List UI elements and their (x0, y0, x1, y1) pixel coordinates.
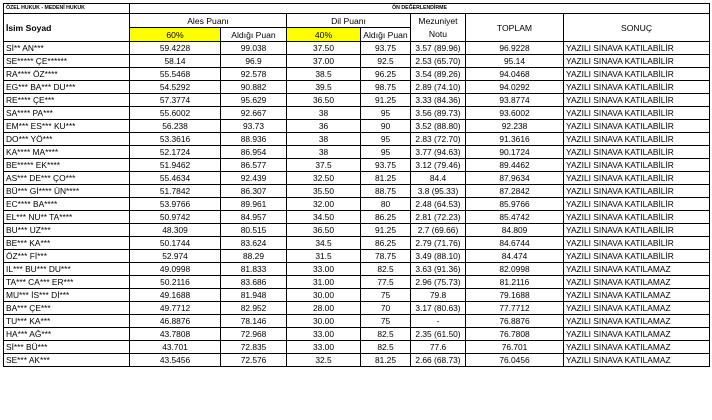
name-cell: RE**** ÇE*** (4, 94, 130, 107)
ales-cell: 43.5456 (130, 354, 221, 367)
table-row (4, 146, 710, 159)
ales-score-cell: 72.835 (221, 341, 287, 354)
toplam-cell: 89.4462 (466, 159, 564, 172)
sonuc-cell: YAZILI SINAVA KATILABİLİR (564, 146, 710, 159)
name-cell: KA**** MA**** (4, 146, 130, 159)
ales-score-cell: 88.29 (221, 250, 287, 263)
ales-score-cell: 72.576 (221, 354, 287, 367)
results-table (3, 3, 710, 367)
name-cell: IL*** BU*** DU*** (4, 263, 130, 276)
dil-score-cell: 92.5 (361, 55, 411, 68)
ales-score-cell: 92.578 (221, 68, 287, 81)
table-row (4, 211, 710, 224)
toplam-cell: 81.2116 (466, 276, 564, 289)
ales-cell: 53.9766 (130, 198, 221, 211)
dil-score-cell: 90 (361, 120, 411, 133)
sonuc-cell: YAZILI SINAVA KATILAMAZ (564, 328, 710, 341)
ales-score-cell: 72.968 (221, 328, 287, 341)
name-cell: BÜ*** Gİ**** ÜN**** (4, 185, 130, 198)
sonuc-cell: YAZILI SINAVA KATILABİLİR (564, 133, 710, 146)
ales-cell: 57.3774 (130, 94, 221, 107)
name-column-header: İsim Soyad (4, 14, 130, 42)
dil-score-cell: 91.25 (361, 94, 411, 107)
dil-cell: 33.00 (287, 328, 361, 341)
table-row (4, 159, 710, 172)
mezuniyet-cell: 2.35 (61.50) (411, 328, 466, 341)
dil-cell: 32.5 (287, 354, 361, 367)
name-cell: Sİ** AN*** (4, 42, 130, 55)
ales-cell: 51.9462 (130, 159, 221, 172)
sonuc-cell: YAZILI SINAVA KATILABİLİR (564, 120, 710, 133)
dil-score-cell: 93.75 (361, 42, 411, 55)
table-row (4, 107, 710, 120)
name-cell: EL*** NU** TA**** (4, 211, 130, 224)
dil-cell: 36.50 (287, 224, 361, 237)
toplam-cell: 79.1688 (466, 289, 564, 302)
dil-score-cell: 77.5 (361, 276, 411, 289)
dil-score-cell: 91.25 (361, 224, 411, 237)
dil-cell: 31.00 (287, 276, 361, 289)
mezuniyet-cell: 3.56 (89.73) (411, 107, 466, 120)
table-row (4, 263, 710, 276)
dil-cell: 38.5 (287, 68, 361, 81)
ales-cell: 53.3616 (130, 133, 221, 146)
sonuc-cell: YAZILI SINAVA KATILABİLİR (564, 185, 710, 198)
name-cell: SA**** PA*** (4, 107, 130, 120)
ales-cell: 48.309 (130, 224, 221, 237)
table-row (4, 302, 710, 315)
dil-cell: 34.5 (287, 237, 361, 250)
ales-cell: 52.974 (130, 250, 221, 263)
ales-cell: 59.4228 (130, 42, 221, 55)
table-row (4, 185, 710, 198)
ales-cell: 56.238 (130, 120, 221, 133)
dil-cell: 37.50 (287, 42, 361, 55)
dil-cell: 36 (287, 120, 361, 133)
dil-score-cell: 78.75 (361, 250, 411, 263)
dil-cell: 32.50 (287, 172, 361, 185)
dil-column-header: Dil Puanı (287, 14, 411, 28)
dil-cell: 38 (287, 133, 361, 146)
name-cell: HA*** AĞ*** (4, 328, 130, 341)
dil-score-cell: 95 (361, 146, 411, 159)
ales-cell: 49.7712 (130, 302, 221, 315)
ales-cell: 58.14 (130, 55, 221, 68)
ales-cell: 43.7808 (130, 328, 221, 341)
mezuniyet-cell: 2.79 (71.76) (411, 237, 466, 250)
unit-label: ÖZEL HUKUK - MEDENİ HUKUK (4, 4, 130, 14)
dil-cell: 30.00 (287, 315, 361, 328)
ales-score-cell: 88.936 (221, 133, 287, 146)
results-sheet (3, 3, 709, 367)
dil-cell: 36.50 (287, 94, 361, 107)
ales-score-cell: 89.961 (221, 198, 287, 211)
table-row (4, 289, 710, 302)
mezuniyet-cell: 2.66 (68.73) (411, 354, 466, 367)
mezuniyet-cell: 3.12 (79.46) (411, 159, 466, 172)
name-cell: AS*** DE*** ÇO*** (4, 172, 130, 185)
dil-score-cell: 75 (361, 315, 411, 328)
name-cell: EG*** BA*** DU*** (4, 81, 130, 94)
dil-weight: 40% (287, 28, 361, 42)
ales-cell: 55.6002 (130, 107, 221, 120)
mezuniyet-cell: 84.4 (411, 172, 466, 185)
table-row (4, 341, 710, 354)
ales-score-cell: 95.629 (221, 94, 287, 107)
toplam-cell: 87.9634 (466, 172, 564, 185)
ales-cell: 49.0998 (130, 263, 221, 276)
ales-score-cell: 81.833 (221, 263, 287, 276)
sonuc-cell: YAZILI SINAVA KATILABİLİR (564, 94, 710, 107)
ales-score-cell: 92.667 (221, 107, 287, 120)
ales-score-cell: 86.307 (221, 185, 287, 198)
ales-score-cell: 92.439 (221, 172, 287, 185)
toplam-cell: 95.14 (466, 55, 564, 68)
dil-score-cell: 75 (361, 289, 411, 302)
sonuc-cell: YAZILI SINAVA KATILAMAZ (564, 302, 710, 315)
table-row (4, 81, 710, 94)
toplam-cell: 82.0998 (466, 263, 564, 276)
table-body (4, 42, 710, 367)
table-row (4, 120, 710, 133)
dil-score-cell: 86.25 (361, 211, 411, 224)
mezuniyet-cell: 3.52 (88.80) (411, 120, 466, 133)
ales-score-cell: 83.624 (221, 237, 287, 250)
name-cell: TA*** CA*** ER*** (4, 276, 130, 289)
ales-score-subheader: Aldığı Puan (221, 28, 287, 42)
ales-score-cell: 86.954 (221, 146, 287, 159)
ales-score-cell: 90.882 (221, 81, 287, 94)
mezuniyet-cell: 3.54 (89.26) (411, 68, 466, 81)
table-row (4, 198, 710, 211)
mezuniyet-cell: 2.89 (74.10) (411, 81, 466, 94)
dil-score-cell: 82.5 (361, 263, 411, 276)
top-header-row (4, 4, 710, 14)
ales-score-cell: 93.73 (221, 120, 287, 133)
name-cell: SE*** AK*** (4, 354, 130, 367)
name-cell: BE***** EK**** (4, 159, 130, 172)
name-cell: BA*** ÇE*** (4, 302, 130, 315)
sonuc-cell: YAZILI SINAVA KATILAMAZ (564, 276, 710, 289)
sonuc-cell: YAZILI SINAVA KATILABİLİR (564, 198, 710, 211)
mezuniyet-cell: 2.83 (72.70) (411, 133, 466, 146)
sonuc-cell: YAZILI SINAVA KATILABİLİR (564, 107, 710, 120)
ales-cell: 50.2116 (130, 276, 221, 289)
dil-cell: 33.00 (287, 341, 361, 354)
dil-score-cell: 86.25 (361, 237, 411, 250)
ales-score-cell: 80.515 (221, 224, 287, 237)
mezuniyet-cell: 3.17 (80.63) (411, 302, 466, 315)
mezuniyet-cell: 2.48 (64.53) (411, 198, 466, 211)
toplam-cell: 96.9228 (466, 42, 564, 55)
toplam-cell: 92.238 (466, 120, 564, 133)
dil-score-cell: 82.5 (361, 341, 411, 354)
dil-cell: 37.00 (287, 55, 361, 68)
sonuc-cell: YAZILI SINAVA KATILAMAZ (564, 289, 710, 302)
ales-score-cell: 99.038 (221, 42, 287, 55)
table-row (4, 276, 710, 289)
dil-score-cell: 80 (361, 198, 411, 211)
table-row (4, 55, 710, 68)
ales-score-cell: 86.577 (221, 159, 287, 172)
toplam-cell: 85.9766 (466, 198, 564, 211)
sonuc-cell: YAZILI SINAVA KATILABİLİR (564, 211, 710, 224)
toplam-cell: 76.0456 (466, 354, 564, 367)
dil-cell: 38 (287, 146, 361, 159)
mezuniyet-cell: 2.7 (69.66) (411, 224, 466, 237)
sonuc-cell: YAZILI SINAVA KATILABİLİR (564, 250, 710, 263)
ales-column-header: Ales Puanı (130, 14, 287, 28)
mezuniyet-cell: 79.8 (411, 289, 466, 302)
mezuniyet-cell: - (411, 315, 466, 328)
toplam-cell: 77.7712 (466, 302, 564, 315)
dil-score-cell: 95 (361, 133, 411, 146)
ales-cell: 55.4634 (130, 172, 221, 185)
ales-cell: 50.1744 (130, 237, 221, 250)
name-cell: RA**** ÖZ**** (4, 68, 130, 81)
ales-cell: 43.701 (130, 341, 221, 354)
dil-score-cell: 88.75 (361, 185, 411, 198)
mezuniyet-cell: 77.6 (411, 341, 466, 354)
name-cell: EM*** ES*** KU*** (4, 120, 130, 133)
toplam-cell: 94.0468 (466, 68, 564, 81)
dil-cell: 30.00 (287, 289, 361, 302)
mezuniyet-cell: 2.53 (65.70) (411, 55, 466, 68)
sonuc-cell: YAZILI SINAVA KATILABİLİR (564, 55, 710, 68)
ales-cell: 55.5468 (130, 68, 221, 81)
sonuc-cell: YAZILI SINAVA KATILABİLİR (564, 224, 710, 237)
toplam-cell: 76.8876 (466, 315, 564, 328)
table-row (4, 172, 710, 185)
dil-score-cell: 82.5 (361, 328, 411, 341)
mezuniyet-cell: 3.63 (91.36) (411, 263, 466, 276)
name-cell: SE***** ÇE****** (4, 55, 130, 68)
sonuc-cell: YAZILI SINAVA KATILABİLİR (564, 237, 710, 250)
name-cell: BE*** KA*** (4, 237, 130, 250)
mezuniyet-column-header-2: Notu (411, 28, 466, 42)
dil-cell: 31.5 (287, 250, 361, 263)
name-cell: ÖZ*** Fİ*** (4, 250, 130, 263)
dil-score-cell: 98.75 (361, 81, 411, 94)
ales-score-cell: 82.952 (221, 302, 287, 315)
mezuniyet-cell: 3.8 (95.33) (411, 185, 466, 198)
dil-cell: 37.5 (287, 159, 361, 172)
dil-cell: 38 (287, 107, 361, 120)
mezuniyet-cell: 2.81 (72.23) (411, 211, 466, 224)
ales-cell: 49.1688 (130, 289, 221, 302)
mezuniyet-cell: 3.57 (89.96) (411, 42, 466, 55)
sonuc-cell: YAZILI SINAVA KATILAMAZ (564, 354, 710, 367)
table-row (4, 328, 710, 341)
ales-cell: 52.1724 (130, 146, 221, 159)
toplam-cell: 84.6744 (466, 237, 564, 250)
toplam-cell: 91.3616 (466, 133, 564, 146)
dil-score-cell: 81.25 (361, 172, 411, 185)
toplam-cell: 87.2842 (466, 185, 564, 198)
toplam-cell: 76.701 (466, 341, 564, 354)
mezuniyet-cell: 3.49 (88.10) (411, 250, 466, 263)
name-cell: Sİ*** BÜ*** (4, 341, 130, 354)
sonuc-cell: YAZILI SINAVA KATILABİLİR (564, 81, 710, 94)
toplam-cell: 84.809 (466, 224, 564, 237)
name-cell: TU*** KA*** (4, 315, 130, 328)
dil-score-cell: 81.25 (361, 354, 411, 367)
sonuc-cell: YAZILI SINAVA KATILABİLİR (564, 172, 710, 185)
name-cell: BU*** UZ*** (4, 224, 130, 237)
sonuc-cell: YAZILI SINAVA KATILABİLİR (564, 68, 710, 81)
section-label: ÖN DEĞERLENDİRME (130, 4, 710, 14)
table-row (4, 237, 710, 250)
table-row (4, 315, 710, 328)
ales-cell: 54.5292 (130, 81, 221, 94)
toplam-cell: 76.7808 (466, 328, 564, 341)
table-row (4, 42, 710, 55)
table-row (4, 354, 710, 367)
toplam-cell: 93.8774 (466, 94, 564, 107)
toplam-cell: 84.474 (466, 250, 564, 263)
dil-cell: 39.5 (287, 81, 361, 94)
dil-score-subheader: Aldığı Puan (361, 28, 411, 42)
ales-cell: 46.8876 (130, 315, 221, 328)
table-row (4, 133, 710, 146)
mezuniyet-cell: 2.96 (75.73) (411, 276, 466, 289)
column-header-row (4, 14, 710, 28)
toplam-cell: 85.4742 (466, 211, 564, 224)
dil-cell: 34.50 (287, 211, 361, 224)
toplam-column-header: TOPLAM (466, 14, 564, 42)
ales-weight: 60% (130, 28, 221, 42)
table-row (4, 250, 710, 263)
sonuc-cell: YAZILI SINAVA KATILABİLİR (564, 159, 710, 172)
ales-cell: 51.7842 (130, 185, 221, 198)
ales-score-cell: 81.948 (221, 289, 287, 302)
dil-cell: 28.00 (287, 302, 361, 315)
sonuc-cell: YAZILI SINAVA KATILAMAZ (564, 263, 710, 276)
mezuniyet-cell: 3.33 (84.36) (411, 94, 466, 107)
dil-cell: 35.50 (287, 185, 361, 198)
toplam-cell: 93.6002 (466, 107, 564, 120)
sonuc-cell: YAZILI SINAVA KATILABİLİR (564, 42, 710, 55)
name-cell: DO*** YÖ*** (4, 133, 130, 146)
dil-cell: 33.00 (287, 263, 361, 276)
dil-score-cell: 93.75 (361, 159, 411, 172)
toplam-cell: 90.1724 (466, 146, 564, 159)
dil-score-cell: 95 (361, 107, 411, 120)
ales-cell: 50.9742 (130, 211, 221, 224)
ales-score-cell: 84.957 (221, 211, 287, 224)
table-row (4, 68, 710, 81)
mezuniyet-cell: 3.77 (94.63) (411, 146, 466, 159)
sonuc-cell: YAZILI SINAVA KATILAMAZ (564, 315, 710, 328)
toplam-cell: 94.0292 (466, 81, 564, 94)
sonuc-cell: YAZILI SINAVA KATILAMAZ (564, 341, 710, 354)
name-cell: MU*** İS*** Dİ*** (4, 289, 130, 302)
ales-score-cell: 83.686 (221, 276, 287, 289)
name-cell: EC**** BA**** (4, 198, 130, 211)
ales-score-cell: 96.9 (221, 55, 287, 68)
mezuniyet-column-header: Mezuniyet (411, 14, 466, 28)
table-row (4, 94, 710, 107)
table-row (4, 224, 710, 237)
dil-score-cell: 96.25 (361, 68, 411, 81)
sonuc-column-header: SONUÇ (564, 14, 710, 42)
dil-cell: 32.00 (287, 198, 361, 211)
ales-score-cell: 78.146 (221, 315, 287, 328)
dil-score-cell: 70 (361, 302, 411, 315)
